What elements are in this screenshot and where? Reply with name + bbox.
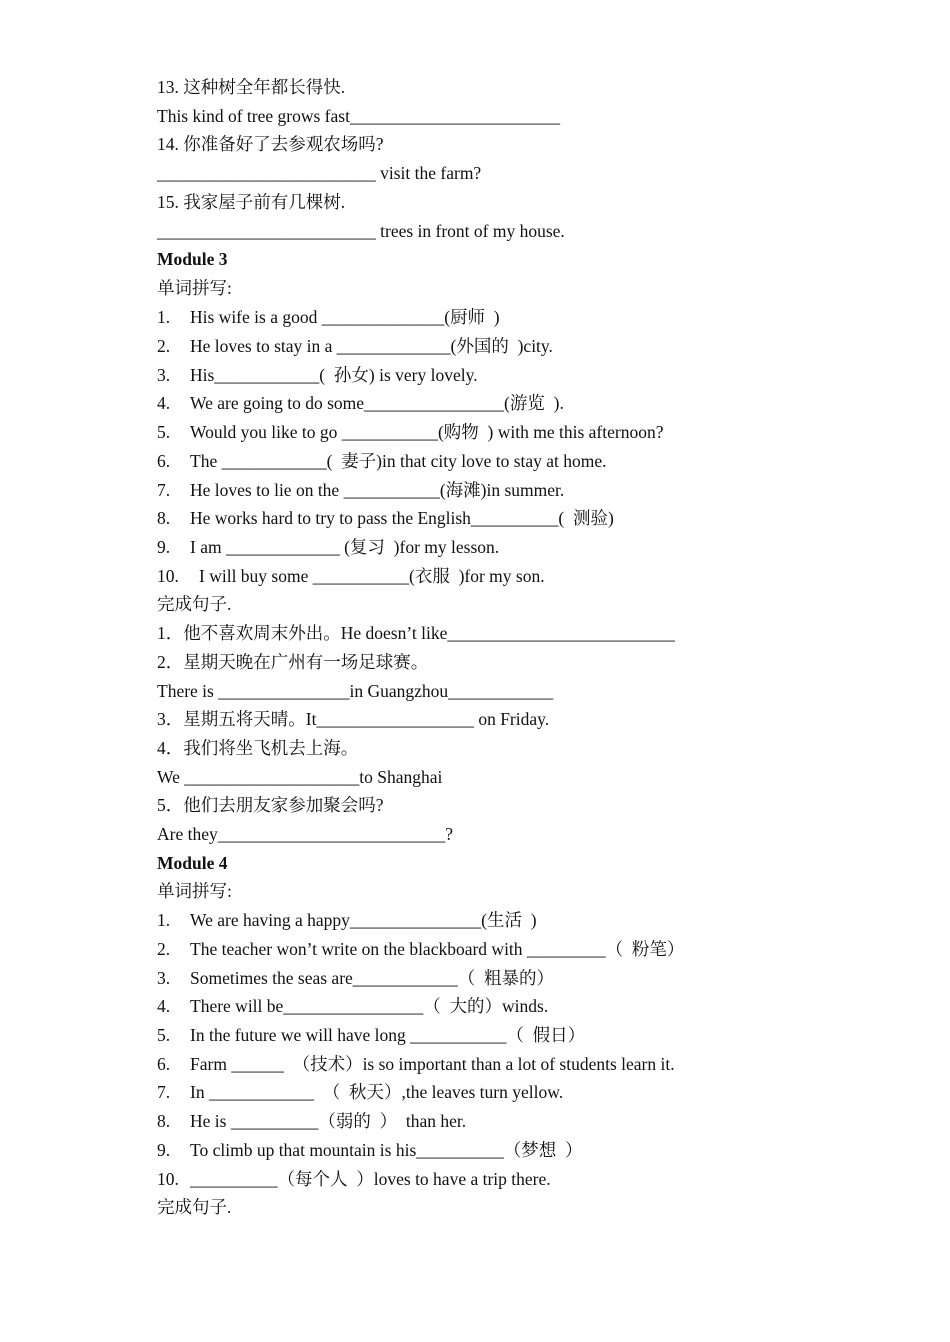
module-4-spelling-item [157, 1078, 563, 1107]
item-number: 4. [157, 996, 171, 1016]
module-4-spelling-item [157, 992, 548, 1021]
item-number: 7. [157, 480, 171, 500]
item-number: 3. [157, 365, 171, 385]
item-text: Would you like to go ___________(购物 ) with me this afternoon? [190, 422, 664, 442]
module-4-sentences-title: 完成句子. [157, 1197, 232, 1217]
module-3-sentence-line: 5．他们去朋友家参加聚会吗? [157, 795, 384, 815]
question-14-chinese: 14. 你准备好了去参观农场吗? [157, 134, 384, 154]
module-3-spelling-item [157, 332, 553, 361]
module-3-spelling-item [157, 504, 614, 533]
item-text: His____________( 孙女) is very lovely. [190, 365, 478, 385]
item-number: 6. [157, 451, 171, 471]
module-3-spelling-item [157, 447, 607, 476]
question-13-english: This kind of tree grows fast________________________ [157, 106, 560, 126]
question-14-english: _________________________ visit the farm? [157, 163, 482, 183]
module-4-spelling-item [157, 964, 554, 993]
item-text: I am _____________ (复习 )for my lesson. [190, 537, 500, 557]
module-3-spelling-title: 单词拼写: [157, 278, 232, 298]
item-number: 10. [157, 566, 179, 586]
item-number: 7. [157, 1082, 171, 1102]
item-text: Farm ______ （技术）is so important than a lot of students learn it. [190, 1054, 675, 1074]
module-4-spelling-item [157, 906, 537, 935]
module-3-sentences-title: 完成句子. [157, 594, 232, 614]
module-3-sentence-line: We ____________________to Shanghai [157, 767, 443, 787]
item-text: I will buy some ___________(衣服 )for my son. [199, 566, 545, 586]
module-4-spelling-title: 单词拼写: [157, 881, 232, 901]
module-3-spelling-item [157, 562, 545, 591]
item-number: 1. [157, 307, 171, 327]
item-text: He is __________（弱的 ） than her. [190, 1111, 467, 1131]
question-15-chinese: 15. 我家屋子前有几棵树. [157, 192, 346, 212]
item-text: __________（每个人 ）loves to have a trip there. [190, 1169, 551, 1189]
item-text: He works hard to try to pass the English__________( 测验) [190, 508, 614, 528]
item-text: He loves to stay in a _____________(外国的 )city. [190, 336, 553, 356]
item-number: 9. [157, 1140, 171, 1160]
module-3-spelling-item [157, 418, 663, 447]
item-text: We are going to do some________________(游览 ). [190, 393, 564, 413]
item-text: His wife is a good ______________(厨师 ) [190, 307, 500, 327]
module-4-spelling-item [157, 1021, 585, 1050]
module-3-sentence-line: There is _______________in Guangzhou____________ [157, 681, 554, 701]
item-number: 1. [157, 910, 171, 930]
module-4-heading: Module 4 [157, 853, 228, 873]
module-3-spelling-item [157, 533, 499, 562]
item-number: 10. [157, 1169, 179, 1189]
item-text: He loves to lie on the ___________(海滩)in summer. [190, 480, 565, 500]
question-13-chinese: 13. 这种树全年都长得快. [157, 77, 346, 97]
question-15-english: _________________________ trees in front of my house. [157, 221, 565, 241]
item-text: There will be________________（ 大的）winds. [190, 996, 549, 1016]
module-3-spelling-item [157, 361, 478, 390]
module-3-spelling-item [157, 476, 564, 505]
item-number: 2. [157, 939, 171, 959]
item-number: 2. [157, 336, 171, 356]
item-text: In the future we will have long ___________（ 假日） [190, 1025, 586, 1045]
item-text: The ____________( 妻子)in that city love to stay at home. [190, 451, 607, 471]
item-number: 8. [157, 508, 171, 528]
item-text: To climb up that mountain is his__________（梦想 ） [190, 1140, 583, 1160]
item-text: The teacher won’t write on the blackboard with _________（ 粉笔） [190, 939, 685, 959]
item-text: Sometimes the seas are____________（ 粗暴的） [190, 968, 555, 988]
module-3-spelling-item [157, 303, 500, 332]
item-number: 4. [157, 393, 171, 413]
item-text: We are having a happy_______________(生活 ) [190, 910, 537, 930]
item-number: 3. [157, 968, 171, 988]
module-3-sentence-line: 4．我们将坐飞机去上海。 [157, 738, 359, 758]
module-4-spelling-item [157, 1107, 466, 1136]
item-number: 9. [157, 537, 171, 557]
module-3-heading: Module 3 [157, 249, 228, 269]
item-number: 8. [157, 1111, 171, 1131]
item-text: In ____________ （ 秋天）,the leaves turn yellow. [190, 1082, 564, 1102]
item-number: 5. [157, 422, 171, 442]
module-3-sentence-line: Are they__________________________? [157, 824, 454, 844]
module-3-sentence-line: 1．他不喜欢周末外出。He doesn’t like__________________________ [157, 623, 675, 643]
module-4-spelling-item [157, 935, 684, 964]
item-number: 5. [157, 1025, 171, 1045]
module-4-spelling-item [157, 1165, 551, 1194]
module-4-spelling-item [157, 1136, 583, 1165]
module-3-spelling-item [157, 389, 564, 418]
module-3-sentence-line: 2．星期天晚在广州有一场足球赛。 [157, 652, 429, 672]
module-3-sentence-line: 3．星期五将天晴。It__________________ on Friday. [157, 709, 550, 729]
item-number: 6. [157, 1054, 171, 1074]
module-4-spelling-item [157, 1050, 675, 1079]
